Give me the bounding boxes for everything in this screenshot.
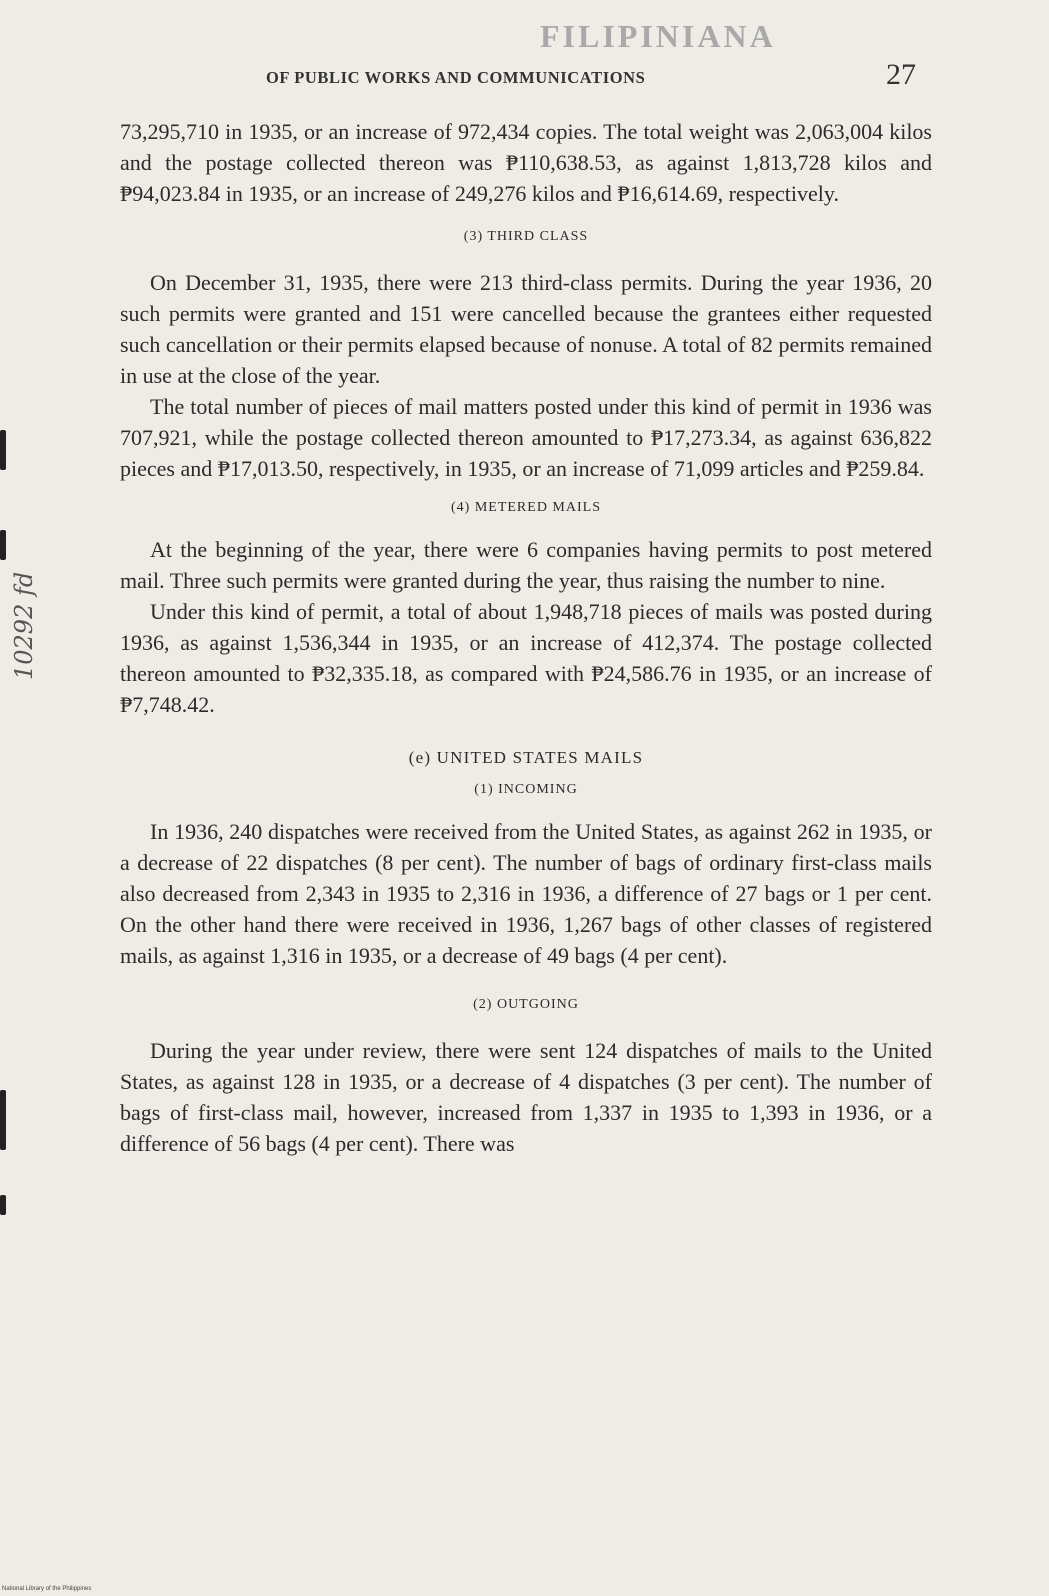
paragraph-5: Under this kind of permit, a total of about 1,948,718 pieces of mails was posted during 1936, as against 1,536,344 in 1935, or an increase of 412,374. The postage collected thereon amounted to ₱32,335.18, as compared with ₱24,586.76 in 1935, or an increase of ₱7,748.42. (120, 599, 932, 717)
heading-incoming: (1) INCOMING (474, 782, 578, 797)
paragraph-2: On December 31, 1935, there were 213 third-class permits. During the year 1936, 20 such permits were granted and 151 were cancelled because the grantees either requested such cancellation or their permits elapsed because of nonuse. A total of 82 permits remained in use at the close of the year. (120, 270, 932, 388)
filipiniana-stamp: FILIPINIANA (540, 18, 776, 54)
heading-metered-mails: (4) METERED MAILS (451, 500, 601, 515)
paragraph-7: During the year under review, there were sent 124 dispatches of mails to the United States, as against 128 in 1935, or a decrease of 4 dispatches (3 per cent). The number of bags of first-class mail, however, increased from 1,337 in 1935 to 1,393 in 1936, or a difference of 56 bags (4 per cent). There was (120, 1038, 932, 1156)
running-header: OF PUBLIC WORKS AND COMMUNICATIONS (266, 68, 646, 87)
binding-mark (0, 530, 6, 560)
paragraph-3: The total number of pieces of mail matters posted under this kind of permit in 1936 was 707,921, while the postage collected thereon amounted to ₱17,273.34, as against 636,822 pieces and ₱17,013.50, respectively, in 1935, or an increase of 71,099 articles and ₱259.84. (120, 394, 932, 481)
binding-mark (0, 1195, 6, 1215)
paragraph-4: At the beginning of the year, there were 6 companies having permits to post metered mail. Three such permits were granted during the year, thus raising the number to nine. (120, 537, 932, 593)
page-number: 27 (886, 58, 916, 91)
heading-third-class: (3) THIRD CLASS (463, 229, 589, 244)
page-body (120, 116, 932, 1159)
binding-mark (0, 430, 6, 470)
heading-outgoing: (2) OUTGOING (473, 997, 579, 1012)
binding-mark (0, 1090, 6, 1150)
handwritten-margin-note: 10292 fd (10, 571, 38, 680)
paragraph-6: In 1936, 240 dispatches were received from the United States, as against 262 in 1935, or a decrease of 22 dispatches (8 per cent). The number of bags of ordinary first-class mails also decreased from 2,343 in 1935 to 2,316 in 1936, a difference of 27 bags or 1 per cent. On the other hand there were received in 1936, 1,267 bags of other classes of registered mails, as against 1,316 in 1935, or a decrease of 49 bags (4 per cent). (120, 819, 932, 968)
footer-credit: National Library of the Philippines (2, 1586, 92, 1592)
heading-united-states-mails: (e) UNITED STATES MAILS (408, 748, 644, 767)
paragraph-1: 73,295,710 in 1935, or an increase of 972,434 copies. The total weight was 2,063,004 kilos and the postage collected thereon was ₱110,638.53, as against 1,813,728 kilos and ₱94,023.84 in 1935, or an increase of 249,276 kilos and ₱16,614.69, respectively. (120, 119, 932, 206)
